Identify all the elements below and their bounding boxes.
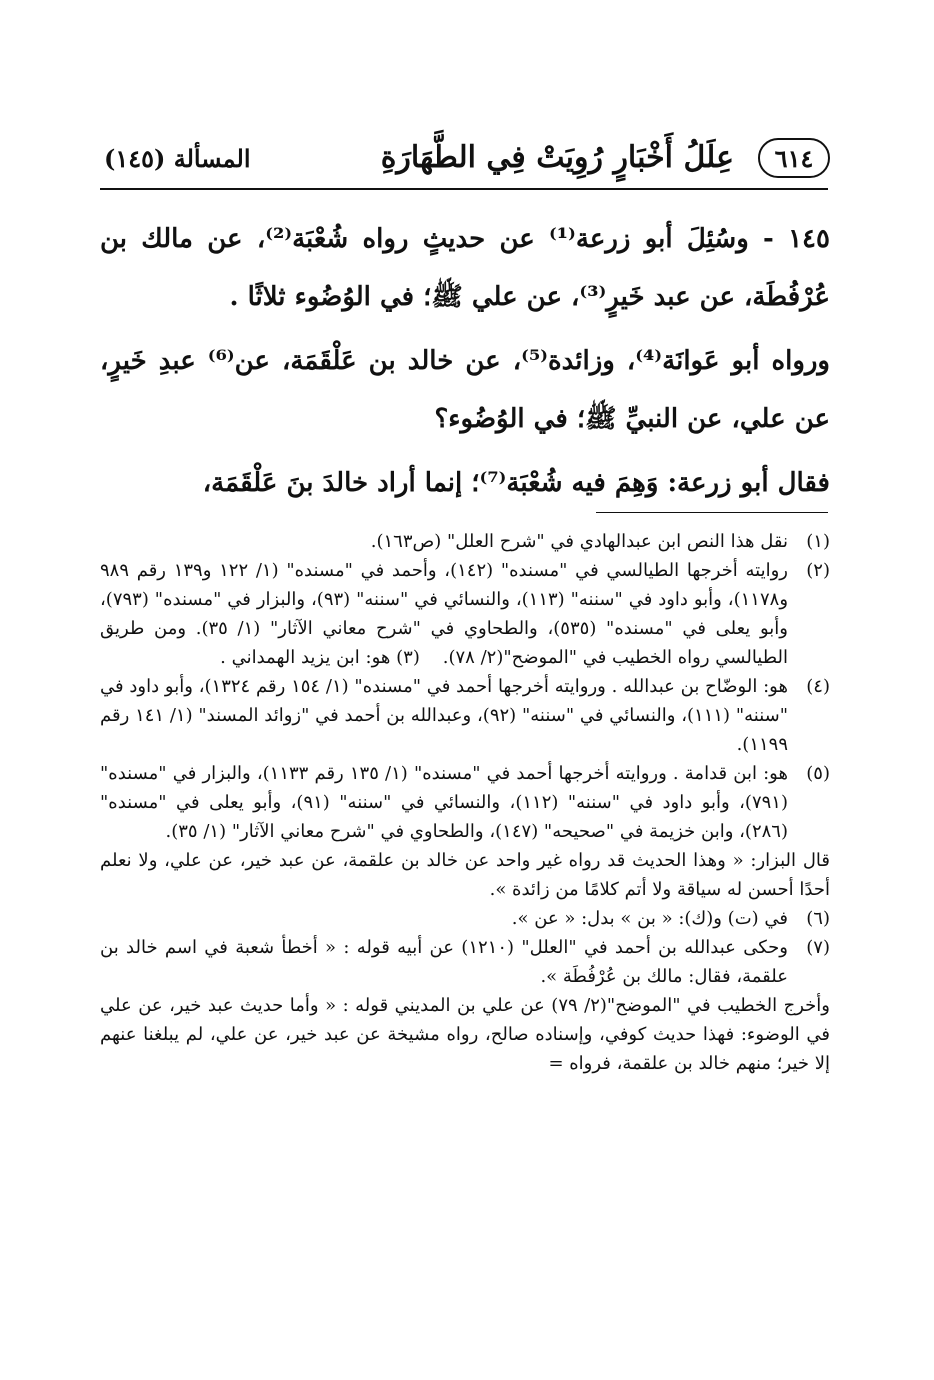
footnote-2-text: روايته أخرجها الطيالسي في "مسنده" (١٤٢)، وأحمد في "مسنده" (١/ ١٢٢ و١٣٩ رقم ٩٨٩ و١١٧٨)، وأبو داود في "سننه" (١١٣)، والنسائي في "سننه" (٩٣)، والبزار في "مسنده" (٧٩٣)، وأبو يعلى في "مسنده" (٥٣٥)، والطحاوي في "شرح معاني الآثار" (١/ ٣٥). ومن طريق الطيالسي رواه الخطيب في "الموضح"(٢/ ٧٨). — [100, 560, 789, 668]
footnote-text: هو: ابن قدامة . وروايته أخرجها أحمد في "مسنده" (١/ ١٣٥ رقم ١١٣٣)، والبزار في "مسنده" (٧٩١)، وأبو داود في "سننه" (١١٢)، والنسائي في "سننه" (٩١)، وأبو يعلى في "مسنده" (٢٨٦)، وابن خزيمة في "صحيحه" (١٤٧)، والطحاوي في "شرح معاني الآثار" (١/ ٣٥). — [100, 763, 788, 842]
footnote-4 — [100, 672, 830, 759]
footnote-number: (٣) — [396, 647, 420, 668]
footnote-6 — [100, 904, 830, 933]
footnote-number: (٦) — [806, 908, 830, 929]
footnote-1 — [100, 527, 830, 556]
narration-paragraph: ورواه أبو عَوانَة⁽⁴⁾، وزائدة⁽⁵⁾، عن خالد بن عَلْقَمَة، عن⁽⁶⁾ عبدِ خَيرٍ، عن علي، عن النبيِّ ﷺ؛ في الوُضُوء؟ — [100, 346, 830, 434]
footnote-3-text: هو: ابن يزيد الهمداني . — [220, 647, 391, 668]
answer-paragraph: فقال أبو زرعة: وَهِمَ فيه شُعْبَة⁽⁷⁾؛ إنما أراد خالدَ بنَ عَلْقَمَة، — [202, 468, 830, 498]
footnote-text: نقل هذا النص ابن عبدالهادي في "شرح العلل" (ص١٦٣). — [370, 531, 788, 552]
page-number: ٦١٤ — [758, 138, 830, 178]
footnote-divider — [596, 512, 828, 513]
footnote-2 — [100, 556, 830, 672]
footnotes — [100, 527, 830, 1078]
footnote-5 — [100, 759, 830, 846]
footnote-text: هو: الوضّاح بن عبدالله . وروايته أخرجها أحمد في "مسنده" (١/ ١٥٤ رقم ١٣٢٤)، وأبو داود في "سننه" (١١١)، والنسائي في "سننه" (٩٢)، وعبدالله بن أحمد في "زوائد المسند" (١/ ١٤١ رقم ١١٩٩). — [100, 676, 788, 755]
footnote-number: (٧) — [806, 937, 830, 958]
footnote-text: في (ت) و(ك): « بن » بدل: « عن ». — [511, 908, 788, 929]
footnote-number: (٥) — [806, 763, 830, 784]
book-title: عِلَلُ أَخْبَارٍ رُوِيَتْ فِي الطَّهَارَةِ — [380, 140, 734, 175]
header-divider — [100, 188, 828, 190]
footnote-text — [100, 556, 788, 672]
footnote-number: (٤) — [806, 676, 830, 697]
footnote-7 — [100, 933, 830, 991]
page-header — [100, 136, 830, 184]
footnote-number: (١) — [806, 531, 830, 552]
footnote-5-continuation: قال البزار: « وهذا الحديث قد رواه غير واحد عن خالد بن علقمة، عن عبد خير، عن علي، ولا نعلم أحدًا أحسن له سياقة ولا أتم كلامًا من زائدة ». — [100, 850, 830, 900]
issue-label: المسألة (١٤٥) — [104, 144, 251, 173]
question-paragraph: ١٤٥ - وسُئِلَ أبو زرعة⁽¹⁾ عن حديثٍ رواه شُعْبَة⁽²⁾، عن مالك بن عُرْفُطَة، عن عبد خَيرٍ⁽³⁾، عن علي ﷺ؛ في الوُضُوء ثلاثًا . — [100, 224, 830, 312]
footnote-number: (٢) — [806, 560, 830, 581]
main-text — [100, 210, 830, 512]
footnote-3-inline — [220, 647, 437, 668]
footnote-text: وحكى عبدالله بن أحمد في "العلل" (١٢١٠) عن أبيه قوله : « أخطأ شعبة في اسم خالد بن علقمة، فقال: مالك بن عُرْفُطَة ». — [100, 937, 789, 987]
footnote-7-continuation: وأخرج الخطيب في "الموضح"(٢/ ٧٩) عن علي بن المديني قوله : « وأما حديث عبد خير، عن علي في الوضوء: فهذا حديث كوفي، وإسناده صالح، رواه مشيخة عن عبد خير، عن علي، لم يبلغنا عنهم إلا خير؛ منهم خالد بن علقمة، فرواه = — [100, 995, 830, 1074]
